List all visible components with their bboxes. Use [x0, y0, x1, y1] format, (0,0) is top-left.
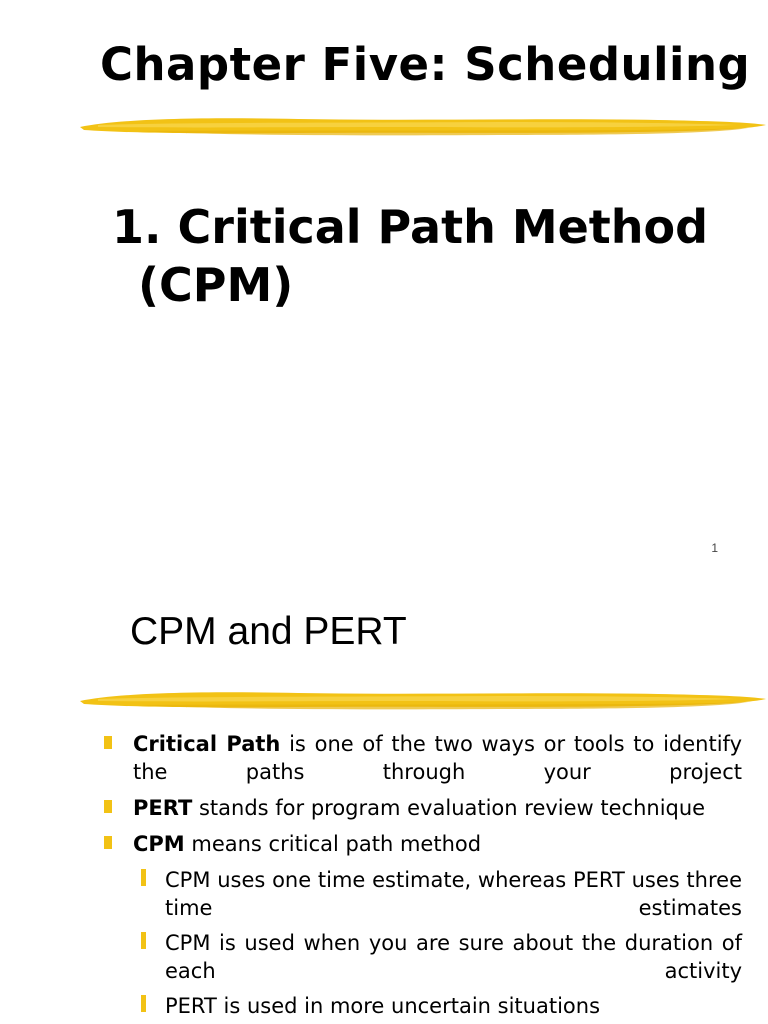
sub-bullet-marker-icon [141, 932, 146, 949]
yellow-brush-divider [78, 113, 768, 139]
bullet-pert [0, 794, 768, 822]
bullet-marker-icon [104, 800, 112, 813]
bullet-cpm [0, 830, 768, 858]
section-title-line-2: (CPM) [138, 258, 294, 312]
sub-bullet-duration [0, 929, 768, 985]
bullet-term: CPM [133, 832, 185, 856]
bullet-text [133, 796, 705, 820]
bullet-marker-icon [104, 736, 112, 749]
bullet-text [133, 832, 481, 856]
bullet-text [133, 732, 742, 786]
sub-bullet-text: CPM is used when you are sure about the duration of each activity [165, 931, 742, 983]
bullet-description: means critical path method [184, 832, 482, 856]
section-title [112, 198, 708, 314]
page-number: 1 [711, 541, 718, 555]
slide-cpm-and-pert [0, 572, 768, 1024]
bullet-critical-path [0, 730, 768, 786]
sub-bullet-marker-icon [141, 995, 146, 1012]
chapter-title: Chapter Five: Scheduling [100, 38, 751, 91]
bullet-list [0, 730, 768, 1024]
bullet-description: stands for program evaluation review technique [192, 796, 706, 820]
sub-bullet-marker-icon [141, 869, 146, 886]
sub-bullet-text: CPM uses one time estimate, whereas PERT uses three time estimates [165, 868, 742, 920]
sub-bullet-time-estimates [0, 866, 768, 922]
bullet-marker-icon [104, 836, 112, 849]
yellow-brush-divider [78, 687, 768, 713]
bullet-description: is one of the two ways or tools to identify the paths through your project [133, 732, 742, 784]
slide-title: CPM and PERT [130, 610, 407, 653]
section-title-line-1: 1. Critical Path Method [112, 200, 709, 254]
sub-bullet-uncertain [0, 992, 768, 1020]
bullet-term: PERT [133, 796, 193, 820]
sub-bullet-text: PERT is used in more uncertain situations [165, 994, 601, 1018]
bullet-term: Critical Path [133, 732, 281, 756]
